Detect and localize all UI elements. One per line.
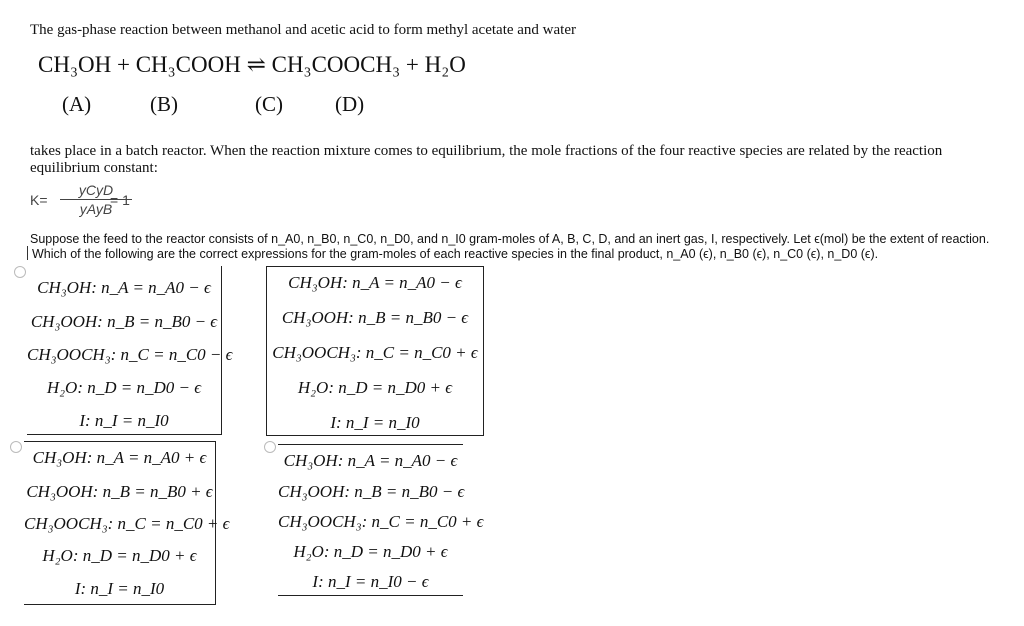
option-2[interactable]	[266, 266, 484, 436]
label-a: (A)	[62, 92, 92, 116]
description-paragraph: takes place in a batch reactor. When the reaction mixture comes to equilibrium, the mole fractions of the four reactive species are related by the reaction equilibrium constant:	[30, 143, 943, 176]
option-1-row-b: CH₃OOH: n_B = n_B0 − ϵ	[30, 312, 218, 331]
label-c: (C)	[255, 92, 283, 116]
plus-sign: +	[116, 52, 130, 77]
k-rhs: = 1	[110, 192, 130, 208]
reaction-equation	[38, 52, 466, 78]
option-2-row-b: CH₃OOH: n_B = n_B0 − ϵ	[281, 308, 469, 327]
option-1-radio[interactable]	[14, 266, 26, 278]
reactant-acetic-acid: CH₃COOH	[135, 52, 241, 77]
option-3-row-a: CH₃OH: n_A = n_A0 + ϵ	[32, 448, 207, 467]
option-4-radio[interactable]	[264, 441, 276, 453]
option-1[interactable]	[27, 266, 233, 435]
question-line-2: Which of the following are the correct expressions for the gram-moles of each reactive species in the final product, n_A0 (ϵ), n_B0 (ϵ), n_C0 (ϵ), n_D0 (ϵ).	[32, 247, 879, 261]
equilibrium-arrow-icon: ⇌	[246, 52, 266, 77]
reactant-methanol: CH₃OH	[38, 52, 112, 77]
option-2-row-c: CH₃OOCH₃: n_C = n_C0 + ϵ	[272, 343, 478, 362]
option-2-row-d: H₂O: n_D = n_D0 + ϵ	[297, 378, 453, 397]
option-4-row-c: CH₃OOCH₃: n_C = n_C0 + ϵ	[278, 512, 484, 531]
product-water: H₂O	[424, 52, 466, 77]
intro-text: The gas-phase reaction between methanol and acetic acid to form methyl acetate and water	[30, 22, 576, 38]
option-4-row-b: CH₃OOH: n_B = n_B0 − ϵ	[278, 482, 465, 501]
k-numerator: yCyD	[78, 182, 114, 198]
k-symbol: K=	[30, 192, 48, 208]
label-d: (D)	[335, 92, 365, 116]
question-line-1: Suppose the feed to the reactor consists of n_A0, n_B0, n_C0, n_D0, and n_I0 gram-moles of A, B, C, D, and an inert gas, I, respectively. Let ϵ(mol) be the extent of reaction.	[30, 232, 990, 246]
equilibrium-constant	[30, 182, 170, 218]
option-2-row-a: CH₃OH: n_A = n_A0 − ϵ	[288, 273, 462, 292]
option-1-row-a: CH₃OH: n_A = n_A0 − ϵ	[37, 278, 211, 297]
option-3-row-c: CH₃OOCH₃: n_C = n_C0 + ϵ	[24, 514, 230, 533]
k-denominator: yAyB	[79, 201, 113, 217]
plus-sign: +	[405, 52, 419, 77]
option-4-row-d: H₂O: n_D = n_D0 + ϵ	[293, 542, 448, 561]
text-cursor	[27, 246, 28, 260]
option-4-row-a: CH₃OH: n_A = n_A0 − ϵ	[283, 451, 458, 470]
option-3-radio[interactable]	[10, 441, 22, 453]
label-b: (B)	[150, 92, 178, 116]
option-4-row-i: I: n_I = n_I0 − ϵ	[312, 572, 429, 591]
option-1-row-c: CH₃OOCH₃: n_C = n_C0 − ϵ	[27, 345, 233, 364]
option-3-row-b: CH₃OOH: n_B = n_B0 + ϵ	[26, 482, 213, 501]
option-3[interactable]	[24, 441, 230, 605]
option-1-row-d: H₂O: n_D = n_D0 − ϵ	[46, 378, 202, 397]
option-3-row-d: H₂O: n_D = n_D0 + ϵ	[42, 546, 197, 565]
product-methyl-acetate: CH₃COOCH₃	[271, 52, 401, 77]
option-3-row-i: I: n_I = n_I0	[74, 579, 165, 598]
option-1-row-i: I: n_I = n_I0	[79, 411, 169, 430]
option-4[interactable]	[278, 444, 484, 596]
question-text	[30, 232, 1010, 262]
option-2-row-i: I: n_I = n_I0	[330, 413, 420, 432]
